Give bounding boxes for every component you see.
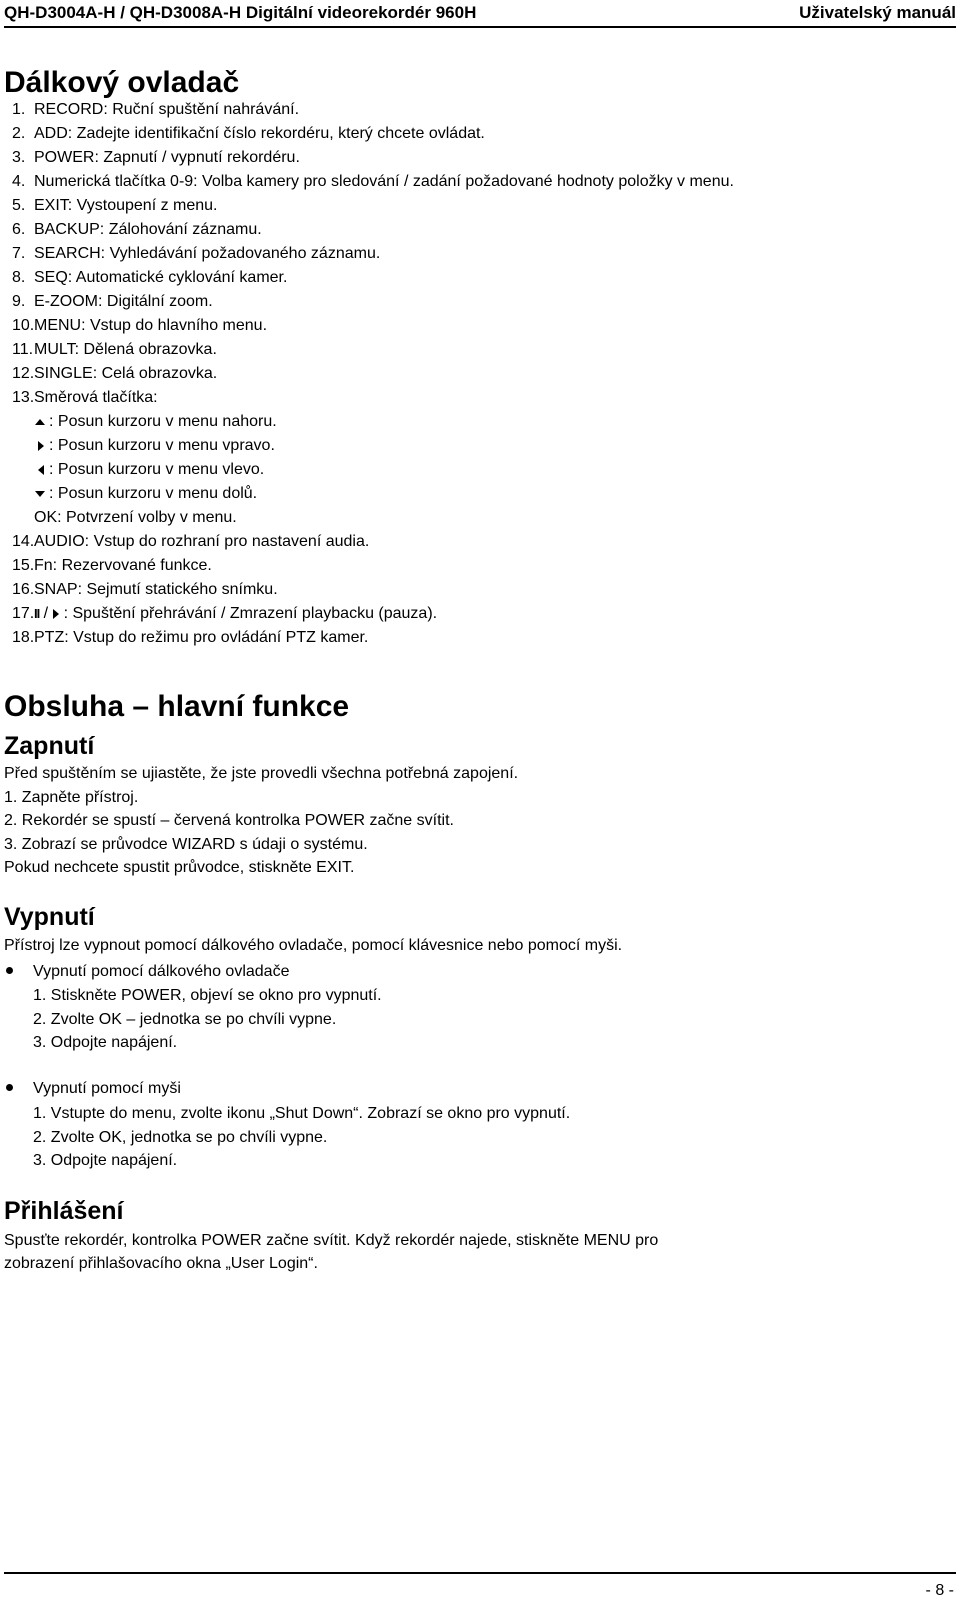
remote-off-step: 1. Stiskněte POWER, objeví se okno pro vypnutí. [33, 987, 382, 1004]
arrow-left-item: : Posun kurzoru v menu vlevo. [12, 460, 734, 484]
power-on-line: Pokud nechcete spustit průvodce, stiskněte EXIT. [4, 859, 355, 876]
remote-off-title: Vypnutí pomocí dálkového ovladače [33, 963, 290, 980]
arrow-up-item: : Posun kurzoru v menu nahoru. [12, 412, 734, 436]
remote-button-list [12, 100, 734, 652]
arrow-right-item: : Posun kurzoru v menu vpravo. [12, 436, 734, 460]
remote-off-step: 3. Odpojte napájení. [33, 1034, 178, 1051]
remote-off-step: 2. Zvolte OK – jednotka se po chvíli vypne. [33, 1011, 337, 1028]
arrow-up-icon [35, 419, 45, 425]
list-item: 18.PTZ: Vstup do režimu pro ovládání PTZ kamer. [12, 629, 369, 646]
list-item: 5. EXIT: Vystoupení z menu. [12, 197, 218, 214]
header-manual: Uživatelský manuál [799, 3, 956, 22]
list-item: 14.AUDIO: Vstup do rozhraní pro nastavení audia. [12, 533, 370, 550]
header-product: QH-D3004A-H / QH-D3008A-H Digitální videorekordér 960H [4, 3, 477, 22]
power-off-intro: Přístroj lze vypnout pomocí dálkového ovladače, pomocí klávesnice nebo pomocí myši. [4, 937, 623, 954]
list-item: 11.MULT: Dělená obrazovka. [12, 341, 217, 358]
list-item: 16.SNAP: Sejmutí statického snímku. [12, 581, 278, 598]
login-line: Spusťte rekordér, kontrolka POWER začne svítit. Když rekordér najede, stiskněte MENU pro [4, 1232, 659, 1249]
arrow-down-icon [35, 491, 45, 497]
bullet-icon [6, 967, 13, 974]
list-item: 13.Směrová tlačítka: [12, 389, 158, 406]
login-heading: Přihlášení [4, 1197, 124, 1225]
list-item: 3. POWER: Zapnutí / vypnutí rekordéru. [12, 149, 300, 166]
ok-item: OK: Potvrzení volby v menu. [34, 509, 237, 526]
pause-icon: II [34, 606, 40, 621]
list-item: 2. ADD: Zadejte identifikační číslo rekordéru, který chcete ovládat. [12, 125, 485, 142]
list-item: 4. Numerická tlačítka 0-9: Volba kamery pro sledování / zadání požadované hodnoty položky v menu. [12, 173, 734, 190]
list-item: 1. RECORD: Ruční spuštění nahrávání. [12, 101, 300, 118]
list-item: 6. BACKUP: Zálohování záznamu. [12, 221, 262, 238]
power-on-line: 3. Zobrazí se průvodce WIZARD s údaji o systému. [4, 836, 368, 853]
main-functions-heading: Obsluha – hlavní funkce [4, 690, 350, 723]
login-line: zobrazení přihlašovacího okna „User Login“. [4, 1255, 318, 1272]
arrow-right-icon [38, 441, 44, 451]
list-item: 9. E-ZOOM: Digitální zoom. [12, 293, 213, 310]
list-item: 12.SINGLE: Celá obrazovka. [12, 365, 218, 382]
arrow-left-icon [38, 465, 44, 475]
remote-heading: Dálkový ovladač [4, 66, 240, 99]
page-number: - 8 - [925, 1582, 954, 1599]
mouse-off-title: Vypnutí pomocí myši [33, 1080, 181, 1097]
arrow-down-item: : Posun kurzoru v menu dolů. [12, 484, 734, 508]
mouse-off-step: 3. Odpojte napájení. [33, 1152, 178, 1169]
power-off-heading: Vypnutí [4, 903, 95, 931]
power-on-line: Před spuštěním se ujiastěte, že jste provedli všechna potřebná zapojení. [4, 765, 519, 782]
power-on-line: 2. Rekordér se spustí – červená kontrolka POWER začne svítit. [4, 812, 454, 829]
mouse-off-step: 1. Vstupte do menu, zvolte ikonu „Shut Down“. Zobrazí se okno pro vypnutí. [33, 1105, 571, 1122]
list-item: 8. SEQ: Automatické cyklování kamer. [12, 269, 288, 286]
list-item: 15.Fn: Rezervované funkce. [12, 557, 212, 574]
mouse-off-step: 2. Zvolte OK, jednotka se po chvíli vypne. [33, 1129, 328, 1146]
list-item: 17.II / : Spuštění přehrávání / Zmrazení playbacku (pauza). [12, 605, 438, 622]
list-item: 10.MENU: Vstup do hlavního menu. [12, 317, 268, 334]
list-item: 7. SEARCH: Vyhledávání požadovaného záznamu. [12, 245, 381, 262]
power-on-heading: Zapnutí [4, 732, 95, 760]
play-icon [53, 609, 59, 619]
page-footer [4, 1572, 956, 1614]
bullet-icon [6, 1084, 13, 1091]
power-on-line: 1. Zapněte přístroj. [4, 789, 139, 806]
page-header [4, 0, 956, 28]
